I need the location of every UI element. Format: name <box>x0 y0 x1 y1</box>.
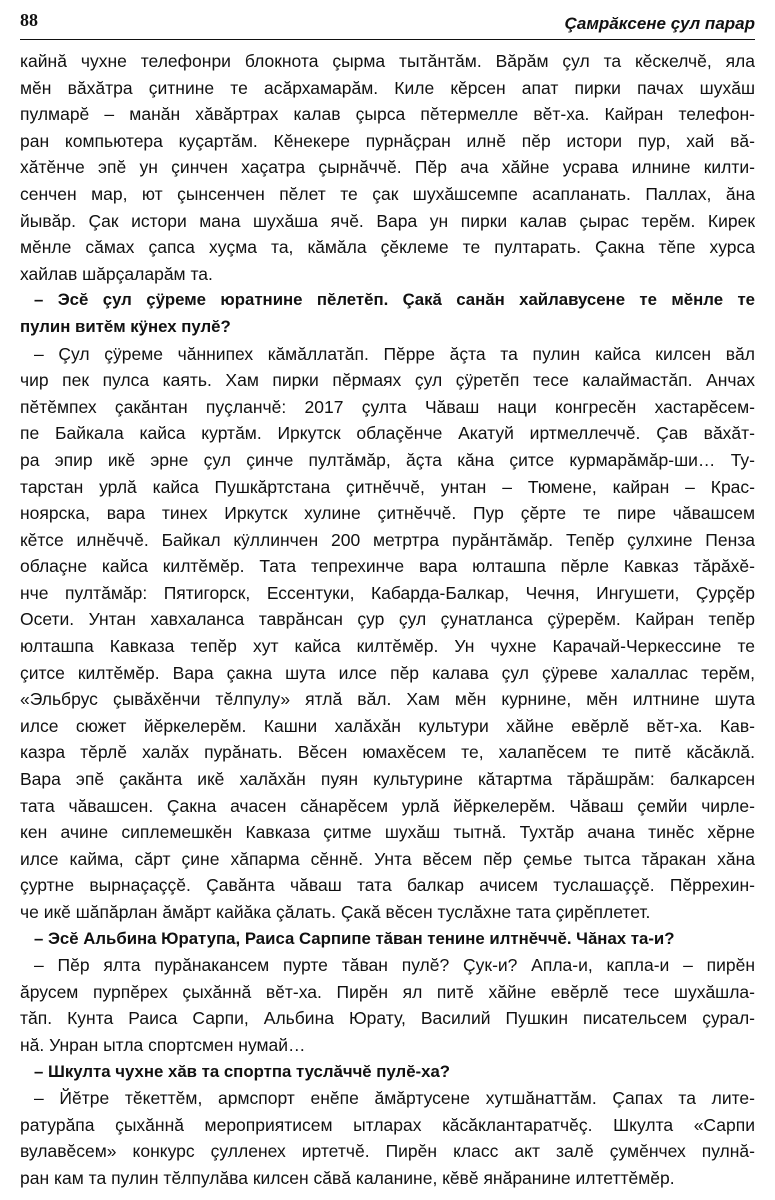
text-line: çитсе килтĕмĕр. Вара çакна шута илсе пĕр калава çул çÿреве халаллас терĕм, <box>20 662 755 683</box>
page-header <box>20 8 755 38</box>
text-line: Осети. Унтан хавхаланса таврăнсан çур çул çунатланса çÿрерĕм. Кайран тепĕр <box>20 609 755 630</box>
interview-question <box>20 1059 755 1086</box>
text-line: облаçне кайса килтĕмĕр. Тата тепрехинче вара юлташпа пĕрле Кавказ тăрăхĕ- <box>20 556 755 577</box>
text-line: йывăр. Çак истори мана шухăша ячĕ. Вара ун пирки калав çырас терĕм. Кирек <box>20 210 755 231</box>
text-line: «Эльбрус çывăхĕнчи тĕлпулу» ятлă вăл. Хам мĕн курнине, мĕн илтнине шута <box>20 689 755 710</box>
text-line: нче пултăмăр: Пятигорск, Ессентуки, Кабарда-Балкар, Чечня, Ингушети, Çурçĕр <box>20 582 755 603</box>
interview-question <box>20 287 755 340</box>
text-line: че икĕ шăпăрлан ăмăрт кайăка çăлать. Çакă вĕсен туслăхне тата çирĕплетет. <box>20 902 651 922</box>
text-line: юлташпа Кавказа тепĕр хут кайса килтĕмĕр. Ун чухне Карачай-Черкессине те <box>20 636 755 657</box>
text-line: – Эсĕ çул çÿреме юратнине пĕлетĕп. Çакă санăн хайлавусене те мĕнле те <box>34 290 755 310</box>
text-line: ăрусем пурпĕрех çыхăннă вĕт-ха. Пирĕн ял питĕ хăйне евĕрлĕ тесе шухăшла- <box>20 981 755 1002</box>
text-line: чир пек пулса каять. Хам пирки пĕрмаях çул çÿретĕп тесе калаймастăп. Анчах <box>20 370 755 391</box>
header-rule <box>20 39 755 40</box>
interview-answer <box>20 1085 755 1191</box>
text-line: пулмарĕ – манăн хăвăртрах калав çырса пĕтермелле вĕт-ха. Кайран телефон- <box>20 104 755 125</box>
text-line: тата чăвашсен. Çакна ачасен сăнарĕсем урлă йĕркелерĕм. Чăваш çемйи чирле- <box>20 795 755 816</box>
interview-answer <box>20 48 755 287</box>
page-number: 88 <box>20 10 38 30</box>
text-line: ра эпир икĕ эрне çул çинче пултăмăр, ăçта кăна çитсе курмарăмăр-ши… Ту- <box>20 449 755 470</box>
text-line: илсе кайма, сăрт çине хăпарма сĕннĕ. Унта вĕсем пĕр çемье тытса тăракан хăна <box>20 848 755 869</box>
text-line: мĕнле сăмах çапса хуçма та, кăмăла çĕклеме те пултарать. Çакна тĕпе хурса <box>20 237 755 258</box>
text-line: сенчен мар, ют çынсенчен пĕлет те çак шухăшсемпе асапланать. Паллах, ăна <box>20 183 755 204</box>
text-line: кĕтсе илнĕччĕ. Байкал кÿллинчен 200 метртра пурăнтăмăр. Тепĕр çулхине Пенза <box>20 529 755 550</box>
text-line: пе Байкала кайса куртăм. Иркутск облаçĕнче Акатуй иртмеллеччĕ. Çав вăхăт- <box>20 423 755 444</box>
text-line: – Эсĕ Альбина Юратупа, Раиса Сарпипе тăван тенине илтнĕччĕ. Чăнах та-и? <box>34 928 675 948</box>
page-body <box>20 48 755 1192</box>
text-line: пулин витĕм кÿнех пулĕ? <box>20 316 231 336</box>
text-line: тăп. Кунта Раиса Сарпи, Альбина Юрату, Василий Пушкин писательсем çурал- <box>20 1008 755 1029</box>
text-line: хайлав шăрçаларăм та. <box>20 263 213 284</box>
text-line: – Çул çÿреме чăннипех кăмăллатăп. Пĕрре ăçта та пулин кайса килсен вăл <box>34 343 755 364</box>
text-line: çуртне вырнаçаççĕ. Çавăнта чăваш тата балкар ачисем туслашаççĕ. Пĕррехин- <box>20 875 755 896</box>
running-title: Çамрăксене çул парар <box>564 14 755 33</box>
book-page <box>20 8 755 1188</box>
text-line: ран кам та пулин тĕлпулăва килсен сăвă каланине, кĕвĕ янăранине илтеттĕмĕр. <box>20 1167 675 1188</box>
text-line: – Пĕр ялта пурăнакансем пурте тăван пулĕ? Çук-и? Апла-и, капла-и – пирĕн <box>34 955 755 976</box>
text-line: вулавĕсем» конкурс çулленех иртетчĕ. Пирĕн класс акт залĕ çумĕнчех пулнă- <box>20 1141 755 1162</box>
text-line: хăтĕнче эпĕ ун çинчен хаçатра çырнăччĕ. Пĕр ача хăйне усрава илнине килти- <box>20 157 755 178</box>
text-line: ратурăпа çыхăннă мероприятисем ытларах кăсăклантаратчĕç. Шкулта «Сарпи <box>20 1114 755 1135</box>
text-line: – Шкулта чухне хăв та спортпа туслăччĕ пулĕ-ха? <box>34 1061 451 1081</box>
text-line: кайнă чухне телефонри блокнота çырма тытăнтăм. Вăрăм çул та кĕскелчĕ, яла <box>20 51 755 71</box>
text-line: Вара эпĕ çакăнта икĕ халăхăн пуян культурине кăтартма тăрăшрăм: балкарсен <box>20 769 755 790</box>
text-line: кен ачине сиплемешкĕн Кавказа çитме шухăш тытнă. Тухтăр ачана тинĕс хĕрне <box>20 822 755 843</box>
interview-answer <box>20 341 755 926</box>
text-line: ран компьютера куçартăм. Кĕнекере пурнăçран илнĕ пĕр истори пур, хай вă- <box>20 130 755 151</box>
interview-question <box>20 926 755 953</box>
text-line: мĕн вăхăтра çитнине те асăрхамарăм. Киле кĕрсен апат пирки пачах шухăш <box>20 77 755 98</box>
text-line: – Йĕтре тĕкеттĕм, армспорт енĕпе ăмăртусене хутшăнаттăм. Çапах та лите- <box>34 1088 755 1109</box>
text-line: казра тĕрлĕ халăх пурăнать. Вĕсен юмахĕсем те, халапĕсем те питĕ кăсăклă. <box>20 742 755 763</box>
text-line: нă. Унран ытла спортсмен нумай… <box>20 1034 306 1055</box>
text-line: илсе сюжет йĕркелерĕм. Кашни халăхăн культури хăйне евĕрлĕ вĕт-ха. Кав- <box>20 715 755 736</box>
text-line: тарстан урлă кайса Пушкăртстана çитнĕччĕ, унтан – Тюмене, кайран – Крас- <box>20 476 755 497</box>
interview-answer <box>20 952 755 1058</box>
text-line: ноярска, вара тинех Иркутск хулине çитнĕччĕ. Пур çĕрте те пире чăвашсем <box>20 503 755 524</box>
text-line: пĕтĕмпех çакăнтан пуçланчĕ: 2017 çулта Чăваш наци конгресĕн хастарĕсем- <box>20 396 755 417</box>
